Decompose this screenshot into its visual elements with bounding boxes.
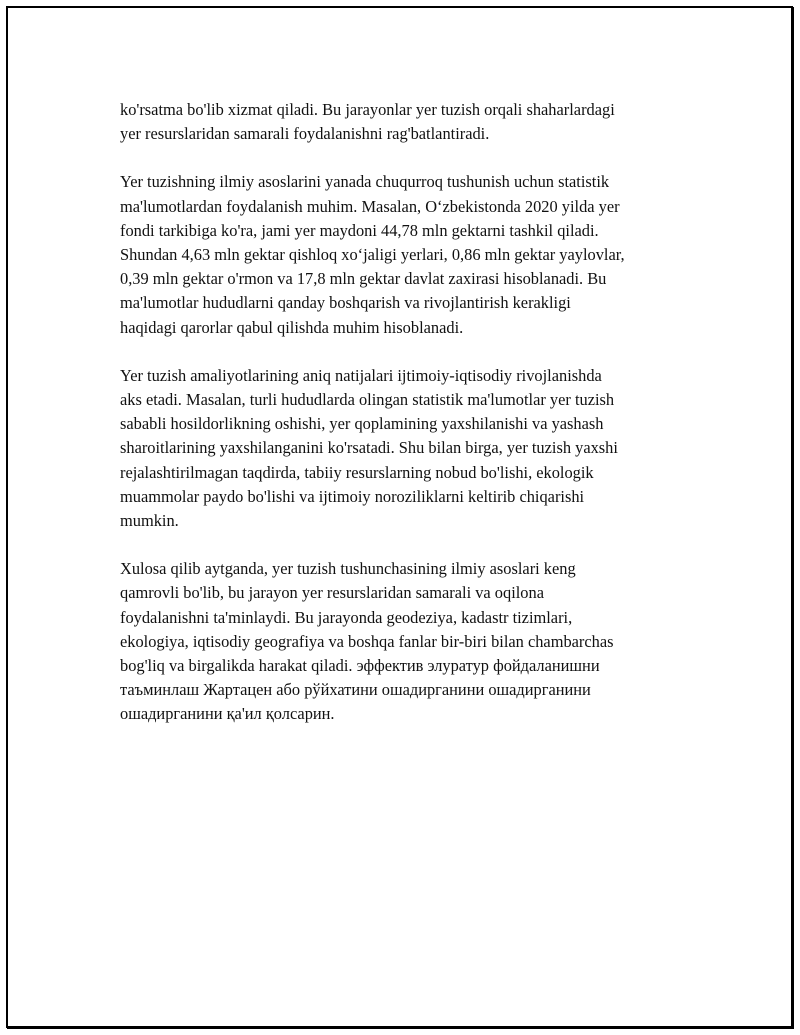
paragraph-2: Yer tuzishning ilmiy asoslarini yanada chuqurroq tushunish uchun statistik ma'lumotlardan foydalanish muhim. Masalan, O‘zbekistonda 2020 yilda yer fondi tarkibiga ko'ra, jami yer maydoni 44,78 mln gektarni tashkil qiladi. Shundan 4,63 mln gektar qishloq xo‘jaligi yerlari, 0,86 mln gektar yaylovlar, 0,39 mln gektar o'rmon va 17,8 mln gektar davlat zaxirasi hisoblanadi. Bu ma'lumotlar hududlarni qanday boshqarish va rivojlantirish kerakligi haqidagi qarorlar qabul qilishda muhim hisoblanadi.: [120, 172, 625, 337]
paragraph-4: Xulosa qilib aytganda, yer tuzish tushunchasining ilmiy asoslari keng qamrovli bo'lib, bu jarayon yer resurslaridan samarali va oqilona foydalanishni ta'minlaydi. Bu jarayonda geodeziya, kadastr tizimlari, ekologiya, iqtisodiy geografiya va boshqa fanlar bir-biri bilan chambarchas bog'liq va birgalikda harakat qiladi. эффектив элуратур фойдаланишни таъминлаш Жартацен або рўйхатини ошадирганини ошадирганини ошадирганини қа'ил қолсарин.: [120, 559, 614, 724]
document-body: [120, 98, 710, 751]
page-frame: [6, 6, 793, 1028]
paragraph-1: ko'rsatma bo'lib xizmat qiladi. Bu jarayonlar yer tuzish orqali shaharlardagi yer resurslaridan samarali foydalanishni rag'batlantiradi.: [120, 100, 615, 144]
paragraph-3: Yer tuzish amaliyotlarining aniq natijalari ijtimoiy-iqtisodiy rivojlanishda aks etadi. Masalan, turli hududlarda olingan statistik ma'lumotlar yer tuzish sababli hosildorlikning oshishi, yer qoplamining yaxshilanishi va yashash sharoitlarining yaxshilanganini ko'rsatadi. Shu bilan birga, yer tuzish yaxshi rejalashtirilmagan taqdirda, tabiiy resurslarning nobud bo'lishi, ekologik muammolar paydo bo'lishi va ijtimoiy noroziliklarni keltirib chiqarishi mumkin.: [120, 365, 618, 531]
